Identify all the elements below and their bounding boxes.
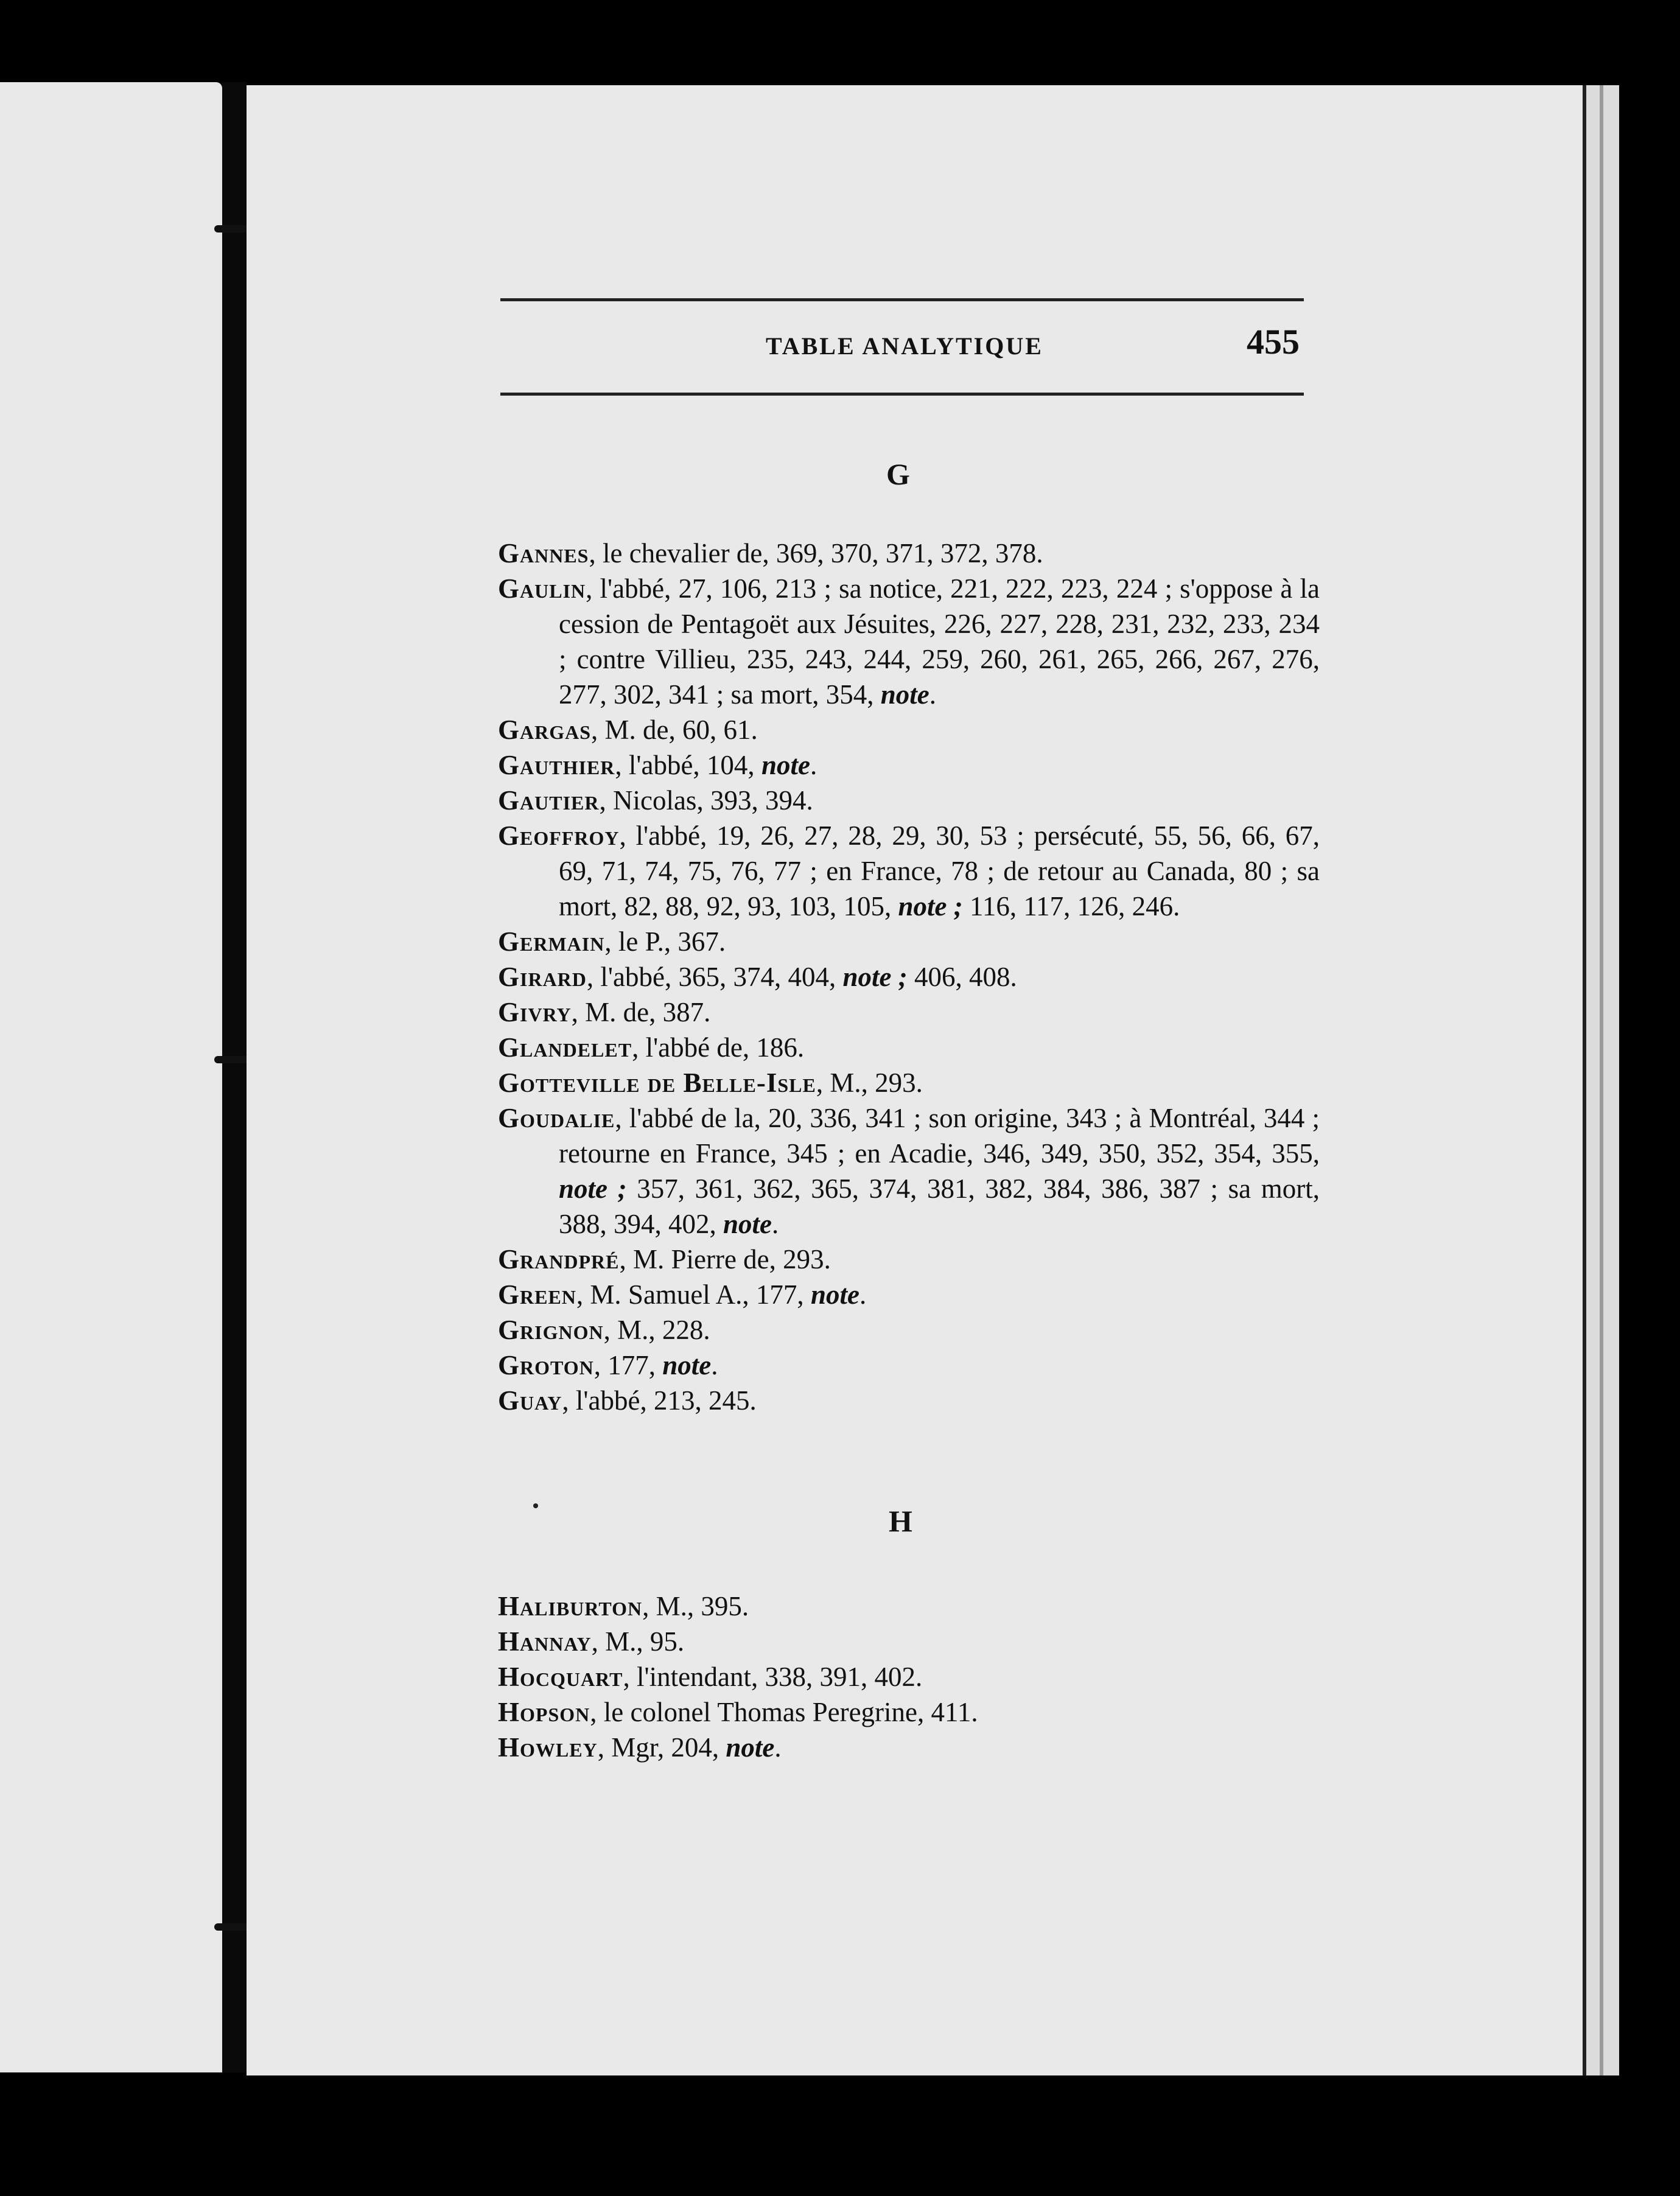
index-references: , l'abbé, 365, 374, 404,	[586, 962, 843, 992]
index-entry	[498, 1065, 1320, 1100]
index-references: , l'abbé, 104,	[615, 750, 761, 780]
index-references: , M., 95.	[591, 1626, 685, 1657]
index-headword: Grandpré	[498, 1244, 620, 1275]
index-references: , M. de, 60, 61.	[591, 715, 758, 745]
index-references: , M., 228.	[603, 1315, 710, 1345]
index-references: , M., 293.	[816, 1068, 923, 1098]
index-entry	[498, 536, 1320, 571]
index-headword: Groton	[498, 1350, 594, 1380]
section-letter-g: G	[886, 457, 910, 491]
index-headword: Haliburton	[498, 1591, 643, 1621]
note-reference: note	[662, 1350, 712, 1380]
print-speck	[533, 1503, 538, 1508]
index-entry	[498, 924, 1320, 959]
index-headword: Green	[498, 1279, 576, 1310]
index-headword: Germain	[498, 926, 605, 957]
index-entry	[498, 1730, 1320, 1765]
running-title: TABLE ANALYTIQUE	[766, 332, 1043, 360]
index-references: , l'intendant, 338, 391, 402.	[623, 1662, 923, 1692]
index-references: 116, 117, 126, 246.	[962, 891, 1180, 921]
index-references: , Mgr, 204,	[597, 1732, 726, 1763]
index-references: .	[810, 750, 817, 780]
note-reference: note ;	[559, 1173, 627, 1204]
index-headword: Glandelet	[498, 1032, 632, 1063]
index-section-g	[498, 536, 1320, 1418]
index-references: , M. Pierre de, 293.	[619, 1244, 831, 1275]
index-entry	[498, 747, 1320, 783]
binding-thread-mark	[214, 1923, 251, 1931]
index-entry	[498, 1312, 1320, 1348]
index-references: , le P., 367.	[604, 926, 726, 957]
index-entry	[498, 1100, 1320, 1242]
index-references: .	[859, 1279, 867, 1310]
index-entry	[498, 1694, 1320, 1730]
index-references: , l'abbé, 27, 106, 213 ; sa notice, 221, 222, 223, 224 ; s'oppose à la cession de Pentagoët aux Jésuites, 226, 227, 228, 231, 232, 233, 234 ; contre Villieu, 235, 243, 244, 259, 260, 261, 265, 266, 267, 276, 277, 302, 341 ; sa mort, 354,	[559, 573, 1320, 710]
index-section-h	[498, 1589, 1320, 1765]
header-rule-bottom	[500, 393, 1304, 396]
index-entry	[498, 1030, 1320, 1065]
index-references: 406, 408.	[907, 962, 1017, 992]
index-headword: Givry	[498, 997, 572, 1027]
index-references: , Nicolas, 393, 394.	[599, 785, 813, 816]
index-entry	[498, 783, 1320, 818]
index-headword: Gotteville de Belle-Isle	[498, 1068, 816, 1098]
index-entry	[498, 1383, 1320, 1418]
index-headword: Girard	[498, 962, 587, 992]
note-reference: note ;	[842, 962, 908, 992]
index-references: , l'abbé de, 186.	[632, 1032, 805, 1063]
index-entry	[498, 1277, 1320, 1312]
index-references: , 177,	[593, 1350, 663, 1380]
index-entry	[498, 818, 1320, 924]
index-headword: Gaulin	[498, 573, 586, 604]
index-entry	[498, 1624, 1320, 1659]
index-entry	[498, 1659, 1320, 1694]
note-reference: note	[723, 1209, 772, 1239]
section-letter-h: H	[889, 1504, 912, 1538]
note-reference: note	[726, 1732, 775, 1763]
index-entry	[498, 1348, 1320, 1383]
index-entry	[498, 571, 1320, 712]
index-headword: Gannes	[498, 538, 589, 568]
index-references: .	[774, 1732, 782, 1763]
page-edges	[1583, 85, 1619, 2075]
index-headword: Geoffroy	[498, 820, 620, 851]
index-headword: Goudalie	[498, 1103, 615, 1133]
index-references: .	[929, 679, 936, 710]
header-rule-top	[500, 298, 1304, 301]
index-references: , l'abbé, 19, 26, 27, 28, 29, 30, 53 ; persécuté, 55, 56, 66, 67, 69, 71, 74, 75, 76, 77 ; en France, 78 ; de retour au Canada, 80 ; sa mort, 82, 88, 92, 93, 103, 105,	[559, 820, 1320, 921]
index-headword: Grignon	[498, 1315, 604, 1345]
index-references: , le colonel Thomas Peregrine, 411.	[590, 1697, 978, 1727]
index-references: , l'abbé, 213, 245.	[562, 1385, 757, 1416]
index-references: , M. Samuel A., 177,	[576, 1279, 811, 1310]
index-references: , le chevalier de, 369, 370, 371, 372, 378.	[589, 538, 1043, 568]
index-references: , M. de, 387.	[571, 997, 711, 1027]
index-references: .	[711, 1350, 718, 1380]
binding-thread-mark	[214, 225, 251, 233]
index-entry	[498, 959, 1320, 995]
index-entry	[498, 1589, 1320, 1624]
index-headword: Howley	[498, 1732, 598, 1763]
index-references: , l'abbé de la, 20, 336, 341 ; son origine, 343 ; à Montréal, 344 ; retourne en France, 345 ; en Acadie, 346, 349, 350, 352, 354, 355,	[559, 1103, 1320, 1169]
index-headword: Hocquart	[498, 1662, 623, 1692]
binding-thread-mark	[214, 1056, 251, 1063]
note-reference: note	[810, 1279, 859, 1310]
note-reference: note ;	[898, 891, 963, 921]
index-references: .	[772, 1209, 779, 1239]
index-references: 357, 361, 362, 365, 374, 381, 382, 384, 386, 387 ; sa mort, 388, 394, 402,	[559, 1173, 1320, 1239]
index-headword: Hannay	[498, 1626, 592, 1657]
index-headword: Gargas	[498, 715, 592, 745]
note-reference: note	[880, 679, 929, 710]
index-headword: Gautier	[498, 785, 600, 816]
index-entry	[498, 712, 1320, 747]
index-entry	[498, 995, 1320, 1030]
facing-page	[0, 82, 222, 2072]
index-headword: Gauthier	[498, 750, 615, 780]
page-number: 455	[1247, 322, 1300, 362]
book-gutter	[222, 82, 247, 2072]
index-headword: Hopson	[498, 1697, 590, 1727]
index-references: , M., 395.	[642, 1591, 749, 1621]
note-reference: note	[761, 750, 810, 780]
index-headword: Guay	[498, 1385, 562, 1416]
index-entry	[498, 1242, 1320, 1277]
